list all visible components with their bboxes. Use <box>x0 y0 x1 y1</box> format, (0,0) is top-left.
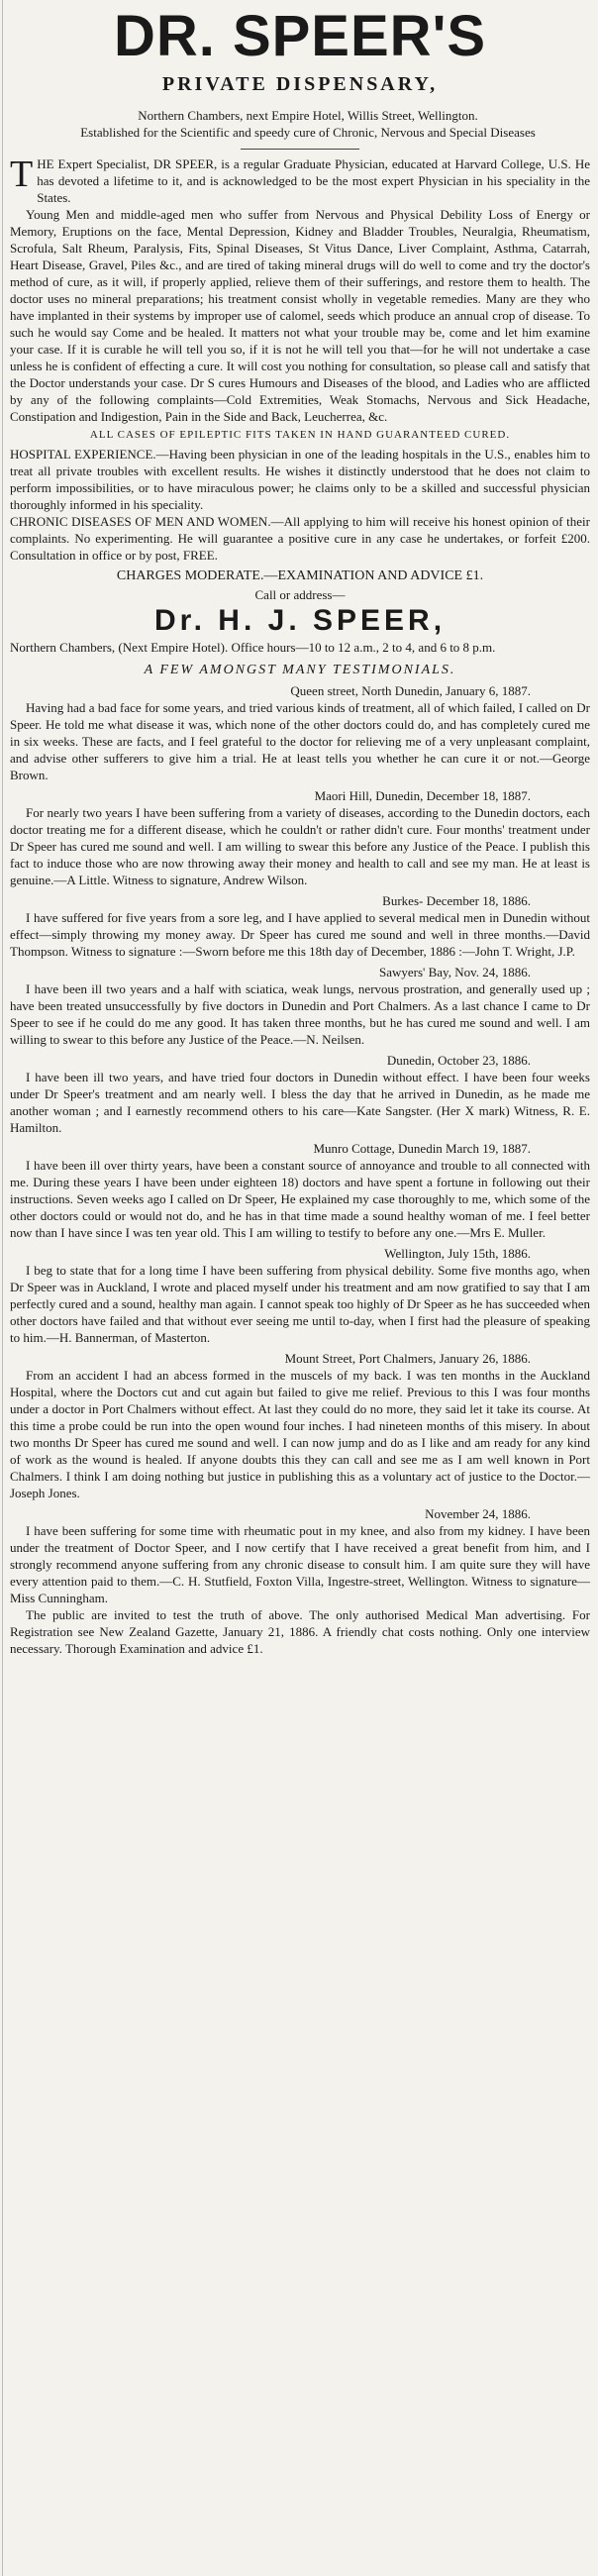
drop-cap: T <box>10 154 34 195</box>
charges-line: CHARGES MODERATE.—EXAMINATION AND ADVICE £1. <box>116 568 484 583</box>
testimonial <box>10 1350 590 1501</box>
testimonial-body: I have been ill two years, and have tried four doctors in Dunedin without effect. I have been four weeks under Dr Speer's treatment and am nearly well. I bless the day that he arrived in Dunedin, as he made me another woman ; and I earnestly recommend others to his care—Kate Sangster. (Her X mark) Witness, R. E. Hamilton. <box>10 1070 590 1135</box>
testimonial-dateline: Dunedin, October 23, 1886. <box>386 1053 531 1068</box>
testimonial-body: I have suffered for five years from a sore leg, and I have applied to several medical men in Dunedin without effect—simply throwing my money away. Dr Speer has cured me sound and well in three months.—David Thompson. Witness to signature :—Sworn before me this 18th day of December, 1886 :—John T. Wright, J.P. <box>10 910 590 959</box>
testimonial <box>10 1140 590 1241</box>
testimonial-dateline: Maori Hill, Dunedin, December 18, 1887. <box>314 788 531 803</box>
testimonial-dateline: Munro Cottage, Dunedin March 19, 1887. <box>313 1141 531 1156</box>
ad-subtitle: PRIVATE DISPENSARY, <box>161 73 439 95</box>
testimonial <box>10 682 590 783</box>
call-line: Call or address— <box>254 587 346 602</box>
testimonial-dateline: November 24, 1886. <box>425 1506 531 1521</box>
testimonial-body: I beg to state that for a long time I have been suffering from physical debility. Some five months ago, when Dr Speer was in Auckland, I wrote and placed myself under his treatment and am now gratified to say that I am perfectly cured and a sound, healthy man again. I cannot speak too highly of Dr Speer as he has succeeded when other doctors have failed and that without ever seeing me until to-day, when I first had the pleasure of speaking to him.—H. Bannerman, of Masterton. <box>10 1263 590 1345</box>
column-rule <box>2 0 3 2576</box>
testimonials-list <box>10 682 590 1606</box>
testimonial-body: I have been suffering for some time with rheumatic pout in my knee, and also from my kidney. I have been under the treatment of Doctor Speer, and I now certify that I have received a great benefit from him, and I strongly recommend anyone suffering from any chronic disease to consult him. I am quite sure they will have every attention paid to them.—C. H. Stutfield, Foxton Villa, Ingestre-street, Wellington. Witness to signature—Miss Cunningham. <box>10 1523 590 1605</box>
testimonial-dateline: Mount Street, Port Chalmers, January 26, 1886. <box>284 1351 531 1366</box>
testimonial-dateline: Sawyers' Bay, Nov. 24, 1886. <box>378 965 531 979</box>
conditions-paragraph: Young Men and middle-aged men who suffer from Nervous and Physical Debility Loss of Energy or Memory, Eruptions on the face, Mental Depression, Kidney and Bladder Troubles, Neuralgia, Rheumatism, Scrofula, Salt Rheum, Paralysis, Fits, Spinal Diseases, St Vitus Dance, Liver Complaint, Asthma, Catarrah, Heart Disease, Gravel, Piles &c., and are tired of taking mineral drugs will do well to come and try the doctor's method of cure, as it will, if properly applied, relieve them of their sufferings, and restore them to health. The doctor uses no mineral preparations; his treatment consist wholly in vegetable remedies. Many are they who have implanted in their systems by improper use of calomel, seeds which produce an annual crop of disease. To such he would say Come and be healed. It matters not what your trouble may be, come and let him examine your case. If it is curable he will tell you so, if it is not he will tell you that—for he will not undertake a case unless he is confident of effecting a cure. It will cost you nothing for consultation, so please call and satisfy that the Doctor understands your case. Dr S cures Humours and Diseases of the blood, and Ladies who are afflicted by any of the following complaints—Cold Extremities, Weak Stomachs, Nervous and Sick Headache, Constipation and Indigestion, Pain in the Side and Back, Leucherrea, &c. <box>10 207 590 424</box>
intro-paragraph <box>10 155 590 206</box>
hospital-paragraph: HOSPITAL EXPERIENCE.—Having been physician in one of the leading hospitals in the U.S., enables him to treat all private troubles with excellent results. He wishes it distinctly understood that he does not claim to perform impossibilities, or to have miraculous power; he claims only to be a skilled and successful physician thoroughly informed in his speciality. <box>10 447 590 512</box>
advertisement <box>10 6 590 1657</box>
epileptic-notice: ALL CASES OF EPILEPTIC FITS TAKEN IN HAND GUARANTEED CURED. <box>89 429 511 441</box>
chronic-paragraph: CHRONIC DISEASES OF MEN AND WOMEN.—All applying to him will receive his honest opinion of their complaints. No experimenting. He will guarantee a positive cure in any case he undertakes, or forfeit £200. Consultation in office or by post, FREE. <box>10 514 590 563</box>
testimonial <box>10 892 590 960</box>
testimonial <box>10 1052 590 1136</box>
office-hours: Northern Chambers, (Next Empire Hotel). Office hours—10 to 12 a.m., 2 to 4, and 6 to 8 p.m. <box>10 640 496 655</box>
testimonial <box>10 787 590 888</box>
testimonial-dateline: Wellington, July 15th, 1886. <box>384 1246 531 1261</box>
address-line: Northern Chambers, next Empire Hotel, Willis Street, Wellington. <box>138 108 478 123</box>
testimonial-body: Having had a bad face for some years, and tried various kinds of treatment, all of which failed, I called on Dr Speer. He told me what disease it was, which none of the other doctors could do, and has completely cured me in six weeks. These are facts, and I feel grateful to the doctor for relieving me of a very unpleasant complaint, and advise other sufferers to give him a trial. He at least tells you whether he can cure it or not.—George Brown. <box>10 700 590 782</box>
testimonials-heading: A FEW AMONGST MANY TESTIMONIALS. <box>144 663 456 677</box>
separator <box>241 149 359 150</box>
testimonial-body: From an accident I had an abcess formed in the muscels of my back. I was ten months in the Auckland Hospital, where the Doctors cut and cut again but failed to give me relief. Previous to this I was four months under a doctor in Port Chalmers without effect. At last they could do no more, they said let it take its course. At this time a probe could be run into the open wound four inches. I had nineteen months of this misery. In about two months Dr Speer has cured me sound and well. I can now jump and do as I like and am ready for any kind of work as the wound is healed. If anyone doubts this they can call and see me as I am well known in Port Chalmers. I think I am doing nothing but justice in publishing this as a voluntary act of justice to the Doctor.—Joseph Jones. <box>10 1368 590 1500</box>
closing-paragraph: The public are invited to test the truth of above. The only authorised Medical Man advertising. For Registration see New Zealand Gazette, January 21, 1886. A friendly chat costs nothing. Only one interview necessary. Thorough Examination and advice £1. <box>10 1607 590 1656</box>
doctor-name: Dr. H. J. SPEER, <box>153 604 447 637</box>
testimonial-body: For nearly two years I have been suffering from a variety of diseases, according to the Dunedin doctors, each doctor treating me for a different disease, which he couldn't or rather didn't cure. Four months' treatment under Dr Speer has cured me sound and well. I am willing to swear this before any Justice of the Peace. I publish this fact to induce those who are now throwing away their money and health to call and see my man. He at least is genuine.—A Little. Witness to signature, Andrew Wilson. <box>10 805 590 887</box>
ad-title: DR. SPEER'S <box>113 4 487 68</box>
testimonial-dateline: Burkes- December 18, 1886. <box>382 893 531 908</box>
testimonial-body: I have been ill two years and a half with sciatica, weak lungs, nervous prostration, and generally used up ; have been treated unsuccessfully by five doctors in Dunedin and Port Chalmers. As a last chance I came to Dr Speer to see if he could do me any good. It has taken three months, but he has cured me sound and well. I am willing to swear to this before any Justice of the Peace.—N. Neilsen. <box>10 981 590 1047</box>
established-line: Established for the Scientific and speedy cure of Chronic, Nervous and Special Diseases <box>80 125 536 140</box>
testimonial-body: I have been ill over thirty years, have been a constant source of annoyance and trouble to all connected with me. During these years I have been under eighteen 18) doctors and have spent a fortune in following out their instructions. Seven weeks ago I called on Dr Speer, He explained my case thoroughly to me, which some of the other doctors could or would not do, and he has in that time made a sound healthy woman of me. I feel better now than I have since I was ten year old. This I am willing to testify to before any one.—Mrs E. Muller. <box>10 1158 590 1240</box>
testimonial <box>10 1245 590 1346</box>
testimonial-dateline: Queen street, North Dunedin, January 6, 1887. <box>290 683 531 698</box>
testimonial <box>10 964 590 1048</box>
intro-text: HE Expert Specialist, DR SPEER, is a regular Graduate Physician, educated at Harvard College, U.S. He has devoted a lifetime to it, and is acknowledged to be the most expert Physician in his speciality in the States. <box>37 156 590 205</box>
testimonial <box>10 1505 590 1606</box>
